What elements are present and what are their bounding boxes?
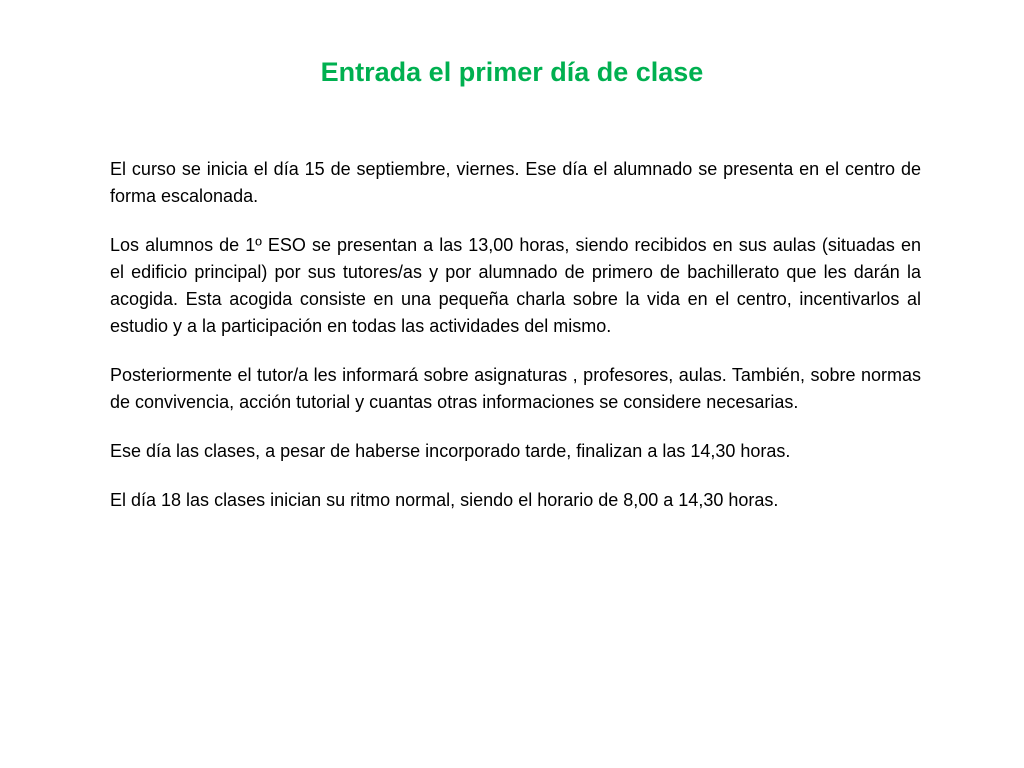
slide-title: Entrada el primer día de clase <box>320 57 704 87</box>
paragraph-first-eso-reception: Los alumnos de 1º ESO se presentan a las 13,00 horas, siendo recibidos en sus aulas (situadas en el edificio principal) por sus tutores/as y por alumnado de primero de bachillerato que les darán la acogida. Esta acogida consiste en una pequeña charla sobre la vida en el centro, incentivarlos al estudio y a la participación en todas las actividades del mismo. <box>110 235 921 336</box>
slide-body <box>110 156 921 536</box>
paragraph-start-date: El curso se inicia el día 15 de septiembre, viernes. Ese día el alumnado se presenta en el centro de forma escalonada. <box>110 159 921 206</box>
paragraph-normal-schedule: El día 18 las clases inician su ritmo normal, siendo el horario de 8,00 a 14,30 horas. <box>110 490 779 510</box>
paragraph-tutor-information: Posteriormente el tutor/a les informará sobre asignaturas , profesores, aulas. También, sobre normas de convivencia, acción tutorial y cuantas otras informaciones se considere necesarias. <box>110 365 921 412</box>
paragraph-first-day-schedule: Ese día las clases, a pesar de haberse incorporado tarde, finalizan a las 14,30 horas. <box>110 441 791 461</box>
